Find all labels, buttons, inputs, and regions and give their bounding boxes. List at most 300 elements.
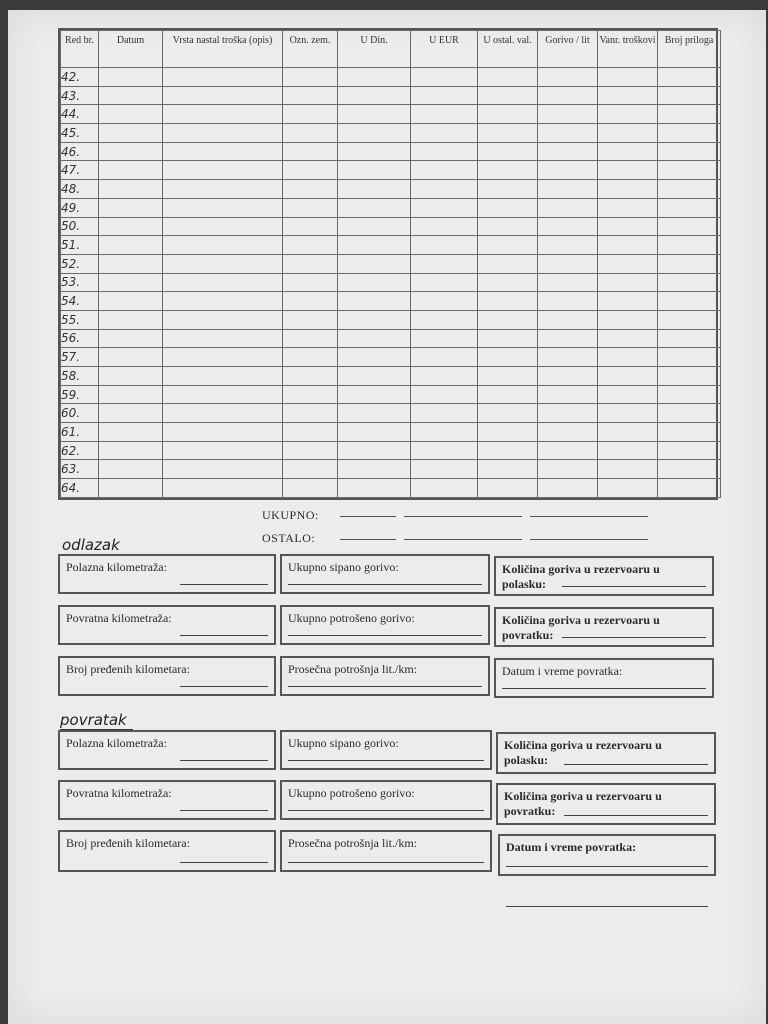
odlazak-prosecna-potrosnja-line bbox=[288, 686, 482, 687]
ledger-cell[interactable] bbox=[538, 142, 598, 161]
ledger-cell[interactable] bbox=[478, 105, 538, 124]
ledger-cell[interactable] bbox=[538, 310, 598, 329]
ledger-cell[interactable] bbox=[658, 124, 721, 143]
ledger-cell[interactable] bbox=[338, 348, 411, 367]
ledger-cell[interactable] bbox=[163, 68, 283, 87]
ledger-cell[interactable] bbox=[598, 198, 658, 217]
ledger-cell[interactable] bbox=[163, 348, 283, 367]
ledger-cell[interactable] bbox=[478, 329, 538, 348]
ledger-cell[interactable] bbox=[538, 86, 598, 105]
ledger-cell[interactable] bbox=[538, 236, 598, 255]
ledger-row bbox=[61, 329, 721, 348]
ledger-cell[interactable] bbox=[538, 423, 598, 442]
ledger-cell[interactable] bbox=[411, 423, 478, 442]
ledger-cell[interactable] bbox=[478, 86, 538, 105]
ledger-cell[interactable] bbox=[99, 404, 163, 423]
ledger-cell[interactable] bbox=[163, 404, 283, 423]
ledger-cell[interactable] bbox=[478, 254, 538, 273]
ledger-cell[interactable] bbox=[338, 254, 411, 273]
ledger-cell[interactable] bbox=[283, 86, 338, 105]
ledger-cell[interactable] bbox=[598, 254, 658, 273]
ledger-cell[interactable] bbox=[478, 217, 538, 236]
ledger-cell[interactable] bbox=[283, 292, 338, 311]
ledger-cell[interactable] bbox=[283, 254, 338, 273]
ledger-row bbox=[61, 479, 721, 498]
ledger-cell[interactable] bbox=[478, 236, 538, 255]
ledger-cell[interactable] bbox=[99, 310, 163, 329]
row-number: 59. bbox=[61, 385, 99, 404]
ledger-cell[interactable] bbox=[411, 385, 478, 404]
ledger-cell[interactable] bbox=[283, 217, 338, 236]
col-header-vanr-troskovi: Vanr. troškovi bbox=[598, 31, 658, 68]
povratak-prosecna-potrosnja-label: Prosečna potrošnja lit./km: bbox=[288, 836, 417, 850]
ledger-cell[interactable] bbox=[338, 329, 411, 348]
ledger-row bbox=[61, 292, 721, 311]
odlazak-broj-km-field[interactable] bbox=[58, 656, 276, 696]
row-number: 45. bbox=[61, 124, 99, 143]
ledger-cell[interactable] bbox=[478, 161, 538, 180]
ledger-row bbox=[61, 105, 721, 124]
ledger-cell[interactable] bbox=[538, 479, 598, 498]
ledger-cell[interactable] bbox=[598, 479, 658, 498]
ledger-cell[interactable] bbox=[283, 441, 338, 460]
ledger-cell[interactable] bbox=[338, 273, 411, 292]
row-number: 63. bbox=[61, 460, 99, 479]
ledger-cell[interactable] bbox=[99, 423, 163, 442]
ledger-cell[interactable] bbox=[338, 161, 411, 180]
odlazak-povratna-km-line bbox=[180, 635, 268, 636]
ledger-cell[interactable] bbox=[283, 404, 338, 423]
ledger-cell[interactable] bbox=[338, 441, 411, 460]
ledger-cell[interactable] bbox=[99, 236, 163, 255]
odlazak-povratna-km-label: Povratna kilometraža: bbox=[66, 611, 172, 625]
ledger-cell[interactable] bbox=[163, 217, 283, 236]
ledger-cell[interactable] bbox=[338, 310, 411, 329]
povratak-povratna-km-field[interactable] bbox=[58, 780, 276, 820]
ledger-cell[interactable] bbox=[338, 236, 411, 255]
ledger-cell[interactable] bbox=[99, 198, 163, 217]
ledger-cell[interactable] bbox=[538, 273, 598, 292]
ledger-cell[interactable] bbox=[598, 142, 658, 161]
odlazak-polazna-km-field[interactable] bbox=[58, 554, 276, 594]
ledger-cell[interactable] bbox=[99, 217, 163, 236]
col-header-vrsta-troska: Vrsta nastal troška (opis) bbox=[163, 31, 283, 68]
odlazak-kolicina-polasku-label: Količina goriva u rezervoaru u polasku: bbox=[502, 562, 660, 591]
ledger-row bbox=[61, 367, 721, 386]
ledger-cell[interactable] bbox=[163, 423, 283, 442]
odlazak-ukupno-potroseno-line bbox=[288, 635, 482, 636]
ledger-cell[interactable] bbox=[163, 273, 283, 292]
povratak-datum-vreme-label: Datum i vreme povratka: bbox=[506, 840, 637, 854]
ledger-cell[interactable] bbox=[478, 273, 538, 292]
ledger-cell[interactable] bbox=[538, 460, 598, 479]
ledger-cell[interactable] bbox=[99, 329, 163, 348]
ledger-cell[interactable] bbox=[598, 348, 658, 367]
ledger-cell[interactable] bbox=[658, 236, 721, 255]
ledger-cell[interactable] bbox=[411, 367, 478, 386]
row-number: 64. bbox=[61, 479, 99, 498]
ledger-cell[interactable] bbox=[283, 180, 338, 199]
odlazak-ukupno-potroseno-field[interactable] bbox=[280, 605, 490, 645]
ledger-cell[interactable] bbox=[658, 479, 721, 498]
ledger-cell[interactable] bbox=[478, 124, 538, 143]
ledger-cell[interactable] bbox=[283, 329, 338, 348]
ledger-cell[interactable] bbox=[411, 479, 478, 498]
ledger-cell[interactable] bbox=[478, 142, 538, 161]
ledger-cell[interactable] bbox=[163, 161, 283, 180]
odlazak-ukupno-sipano-line bbox=[288, 584, 482, 585]
ostalo-line-3 bbox=[530, 539, 648, 540]
ledger-cell[interactable] bbox=[99, 460, 163, 479]
ledger-cell[interactable] bbox=[598, 367, 658, 386]
row-number: 48. bbox=[61, 180, 99, 199]
ledger-cell[interactable] bbox=[338, 423, 411, 442]
ledger-cell[interactable] bbox=[538, 404, 598, 423]
totals-ukupno-row bbox=[262, 508, 656, 523]
ledger-cell[interactable] bbox=[598, 404, 658, 423]
ledger-cell[interactable] bbox=[283, 348, 338, 367]
ledger-row bbox=[61, 86, 721, 105]
odlazak-datum-vreme-field[interactable] bbox=[494, 658, 714, 698]
ledger-cell[interactable] bbox=[283, 273, 338, 292]
section-label-odlazak bbox=[62, 536, 120, 554]
ledger-cell[interactable] bbox=[598, 385, 658, 404]
ledger-cell[interactable] bbox=[478, 292, 538, 311]
ledger-cell[interactable] bbox=[538, 217, 598, 236]
ledger-cell[interactable] bbox=[163, 310, 283, 329]
povratak-datum-vreme-line bbox=[506, 866, 708, 867]
ledger-cell[interactable] bbox=[538, 348, 598, 367]
ledger-cell[interactable] bbox=[163, 441, 283, 460]
ledger-cell[interactable] bbox=[658, 367, 721, 386]
ledger-cell[interactable] bbox=[163, 292, 283, 311]
ledger-row bbox=[61, 124, 721, 143]
ledger-cell[interactable] bbox=[338, 105, 411, 124]
ledger-cell[interactable] bbox=[411, 217, 478, 236]
ledger-cell[interactable] bbox=[338, 292, 411, 311]
ledger-cell[interactable] bbox=[163, 460, 283, 479]
ledger-row bbox=[61, 385, 721, 404]
povratak-polazna-km-field[interactable] bbox=[58, 730, 276, 770]
ledger-cell[interactable] bbox=[598, 236, 658, 255]
ledger-cell[interactable] bbox=[163, 180, 283, 199]
ledger-cell[interactable] bbox=[658, 68, 721, 87]
ledger-cell[interactable] bbox=[658, 86, 721, 105]
ledger-cell[interactable] bbox=[411, 404, 478, 423]
ledger-cell[interactable] bbox=[478, 385, 538, 404]
ledger-cell[interactable] bbox=[598, 161, 658, 180]
row-number: 56. bbox=[61, 329, 99, 348]
odlazak-kolicina-polasku-field[interactable] bbox=[494, 556, 714, 596]
ledger-cell[interactable] bbox=[163, 236, 283, 255]
ledger-cell[interactable] bbox=[411, 180, 478, 199]
ledger-cell[interactable] bbox=[598, 460, 658, 479]
col-header-gorivo: Gorivo / lit bbox=[538, 31, 598, 68]
ostalo-label: OSTALO: bbox=[262, 531, 316, 545]
signature-line[interactable] bbox=[506, 906, 708, 907]
ledger-cell[interactable] bbox=[658, 460, 721, 479]
ledger-cell[interactable] bbox=[99, 273, 163, 292]
ledger-cell[interactable] bbox=[411, 292, 478, 311]
povratak-kolicina-polasku-line bbox=[564, 764, 708, 765]
ledger-cell[interactable] bbox=[658, 217, 721, 236]
ledger-cell[interactable] bbox=[99, 86, 163, 105]
ledger-cell[interactable] bbox=[598, 217, 658, 236]
ledger-cell[interactable] bbox=[163, 385, 283, 404]
ledger-cell[interactable] bbox=[99, 441, 163, 460]
odlazak-broj-km-line bbox=[180, 686, 268, 687]
ledger-cell[interactable] bbox=[99, 385, 163, 404]
povratak-polazna-km-line bbox=[180, 760, 268, 761]
ledger-cell[interactable] bbox=[338, 217, 411, 236]
povratak-kolicina-povratku-field[interactable] bbox=[496, 783, 716, 825]
ledger-row bbox=[61, 423, 721, 442]
ledger-cell[interactable] bbox=[338, 460, 411, 479]
ledger-row bbox=[61, 198, 721, 217]
ledger-cell[interactable] bbox=[478, 348, 538, 367]
ledger-cell[interactable] bbox=[478, 198, 538, 217]
ledger-row bbox=[61, 217, 721, 236]
ledger-cell[interactable] bbox=[163, 367, 283, 386]
ledger-cell[interactable] bbox=[598, 423, 658, 442]
odlazak-ukupno-sipano-label: Ukupno sipano gorivo: bbox=[288, 560, 399, 574]
odlazak-ukupno-potroseno-label: Ukupno potrošeno gorivo: bbox=[288, 611, 415, 625]
ledger-cell[interactable] bbox=[283, 310, 338, 329]
povratak-ukupno-potroseno-line bbox=[288, 810, 484, 811]
ledger-cell[interactable] bbox=[598, 124, 658, 143]
ledger-cell[interactable] bbox=[478, 68, 538, 87]
ledger-cell[interactable] bbox=[283, 105, 338, 124]
povratak-ukupno-sipano-label: Ukupno sipano gorivo: bbox=[288, 736, 399, 750]
ledger-cell[interactable] bbox=[411, 348, 478, 367]
row-number: 60. bbox=[61, 404, 99, 423]
odlazak-kolicina-povratku-field[interactable] bbox=[494, 607, 714, 647]
ledger-cell[interactable] bbox=[538, 180, 598, 199]
ledger-cell[interactable] bbox=[338, 68, 411, 87]
col-header-red-br: Red br. bbox=[61, 31, 99, 68]
ledger-cell[interactable] bbox=[658, 273, 721, 292]
ledger-row bbox=[61, 441, 721, 460]
povratak-broj-km-label: Broj pređenih kilometara: bbox=[66, 836, 190, 850]
ledger-cell[interactable] bbox=[538, 441, 598, 460]
ledger-cell[interactable] bbox=[598, 441, 658, 460]
ledger-cell[interactable] bbox=[478, 479, 538, 498]
ledger-cell[interactable] bbox=[338, 86, 411, 105]
expense-ledger-table bbox=[58, 28, 718, 500]
row-number: 42. bbox=[61, 68, 99, 87]
odlazak-polazna-km-label: Polazna kilometraža: bbox=[66, 560, 167, 574]
col-header-u-ostal-val: U ostal. val. bbox=[478, 31, 538, 68]
ledger-cell[interactable] bbox=[338, 479, 411, 498]
ledger-cell[interactable] bbox=[658, 105, 721, 124]
ledger-cell[interactable] bbox=[163, 86, 283, 105]
ledger-cell[interactable] bbox=[598, 273, 658, 292]
ledger-cell[interactable] bbox=[283, 236, 338, 255]
ledger-cell[interactable] bbox=[283, 68, 338, 87]
odlazak-kolicina-povratku-line bbox=[562, 637, 706, 638]
ledger-cell[interactable] bbox=[338, 180, 411, 199]
odlazak-ukupno-sipano-field[interactable] bbox=[280, 554, 490, 594]
odlazak-kolicina-polasku-line bbox=[562, 586, 706, 587]
ledger-cell[interactable] bbox=[411, 441, 478, 460]
ledger-cell[interactable] bbox=[658, 310, 721, 329]
ledger-cell[interactable] bbox=[99, 479, 163, 498]
row-number: 53. bbox=[61, 273, 99, 292]
odlazak-prosecna-potrosnja-label: Prosečna potrošnja lit./km: bbox=[288, 662, 417, 676]
ledger-cell[interactable] bbox=[658, 254, 721, 273]
ledger-cell[interactable] bbox=[283, 198, 338, 217]
ukupno-label: UKUPNO: bbox=[262, 508, 319, 522]
ledger-cell[interactable] bbox=[658, 180, 721, 199]
ledger-cell[interactable] bbox=[99, 367, 163, 386]
ledger-cell[interactable] bbox=[598, 68, 658, 87]
ledger-cell[interactable] bbox=[283, 124, 338, 143]
ledger-cell[interactable] bbox=[163, 329, 283, 348]
ledger-cell[interactable] bbox=[99, 180, 163, 199]
ledger-cell[interactable] bbox=[411, 68, 478, 87]
ledger-cell[interactable] bbox=[478, 310, 538, 329]
povratak-datum-vreme-field[interactable] bbox=[498, 834, 716, 876]
ledger-cell[interactable] bbox=[598, 329, 658, 348]
ledger-cell[interactable] bbox=[411, 236, 478, 255]
ledger-cell[interactable] bbox=[658, 385, 721, 404]
ledger-cell[interactable] bbox=[658, 441, 721, 460]
ledger-cell[interactable] bbox=[598, 292, 658, 311]
ledger-cell[interactable] bbox=[283, 367, 338, 386]
ledger-cell[interactable] bbox=[411, 310, 478, 329]
ledger-row bbox=[61, 161, 721, 180]
col-header-datum: Datum bbox=[99, 31, 163, 68]
ledger-cell[interactable] bbox=[283, 423, 338, 442]
ledger-cell[interactable] bbox=[99, 142, 163, 161]
ledger-cell[interactable] bbox=[478, 404, 538, 423]
ledger-cell[interactable] bbox=[338, 124, 411, 143]
ledger-cell[interactable] bbox=[478, 423, 538, 442]
ledger-cell[interactable] bbox=[658, 348, 721, 367]
ledger-cell[interactable] bbox=[538, 329, 598, 348]
ledger-cell[interactable] bbox=[283, 460, 338, 479]
ledger-cell[interactable] bbox=[99, 105, 163, 124]
ledger-cell[interactable] bbox=[163, 105, 283, 124]
ledger-cell[interactable] bbox=[411, 124, 478, 143]
ledger-cell[interactable] bbox=[99, 292, 163, 311]
ledger-cell[interactable] bbox=[283, 385, 338, 404]
ledger-cell[interactable] bbox=[658, 292, 721, 311]
odlazak-prosecna-potrosnja-field[interactable] bbox=[280, 656, 490, 696]
ledger-cell[interactable] bbox=[163, 479, 283, 498]
row-number: 51. bbox=[61, 236, 99, 255]
ledger-cell[interactable] bbox=[283, 479, 338, 498]
ledger-cell[interactable] bbox=[411, 460, 478, 479]
ledger-cell[interactable] bbox=[338, 385, 411, 404]
col-header-u-din: U Din. bbox=[338, 31, 411, 68]
ledger-row bbox=[61, 68, 721, 87]
ledger-cell[interactable] bbox=[411, 161, 478, 180]
odlazak-polazna-km-line bbox=[180, 584, 268, 585]
ukupno-line-2 bbox=[404, 516, 522, 517]
row-number: 55. bbox=[61, 310, 99, 329]
ledger-cell[interactable] bbox=[538, 198, 598, 217]
row-number: 57. bbox=[61, 348, 99, 367]
ledger-cell[interactable] bbox=[658, 161, 721, 180]
ledger-cell[interactable] bbox=[598, 86, 658, 105]
ledger-cell[interactable] bbox=[658, 142, 721, 161]
ledger-cell[interactable] bbox=[598, 105, 658, 124]
ledger-cell[interactable] bbox=[598, 180, 658, 199]
povratak-ukupno-sipano-field[interactable] bbox=[280, 730, 492, 770]
ledger-cell[interactable] bbox=[658, 423, 721, 442]
totals-ostalo-row bbox=[262, 531, 656, 546]
ledger-row bbox=[61, 254, 721, 273]
ledger-cell[interactable] bbox=[99, 348, 163, 367]
ledger-cell[interactable] bbox=[163, 124, 283, 143]
ledger-cell[interactable] bbox=[478, 460, 538, 479]
row-number: 44. bbox=[61, 105, 99, 124]
ledger-cell[interactable] bbox=[283, 161, 338, 180]
ledger-row bbox=[61, 404, 721, 423]
ledger-cell[interactable] bbox=[411, 329, 478, 348]
odlazak-kolicina-povratku-label: Količina goriva u rezervoaru u povratku: bbox=[502, 613, 660, 642]
ledger-cell[interactable] bbox=[658, 404, 721, 423]
ledger-cell[interactable] bbox=[99, 161, 163, 180]
odlazak-povratna-km-field[interactable] bbox=[58, 605, 276, 645]
ledger-cell[interactable] bbox=[411, 142, 478, 161]
odlazak-text: odlazak bbox=[62, 536, 120, 554]
ledger-cell[interactable] bbox=[411, 273, 478, 292]
ledger-cell[interactable] bbox=[411, 105, 478, 124]
ledger-cell[interactable] bbox=[478, 441, 538, 460]
povratak-ukupno-sipano-line bbox=[288, 760, 484, 761]
ledger-cell[interactable] bbox=[411, 86, 478, 105]
ledger-cell[interactable] bbox=[99, 68, 163, 87]
ledger-cell[interactable] bbox=[538, 105, 598, 124]
ledger-cell[interactable] bbox=[338, 198, 411, 217]
ledger-cell[interactable] bbox=[538, 68, 598, 87]
ledger-row bbox=[61, 236, 721, 255]
ledger-cell[interactable] bbox=[478, 180, 538, 199]
ledger-cell[interactable] bbox=[163, 254, 283, 273]
ledger-cell[interactable] bbox=[99, 254, 163, 273]
ledger-cell[interactable] bbox=[658, 198, 721, 217]
ledger-cell[interactable] bbox=[338, 404, 411, 423]
ledger-cell[interactable] bbox=[598, 310, 658, 329]
ledger-cell[interactable] bbox=[163, 198, 283, 217]
ledger-cell[interactable] bbox=[163, 142, 283, 161]
povratak-ukupno-potroseno-field[interactable] bbox=[280, 780, 492, 820]
ledger-cell[interactable] bbox=[538, 367, 598, 386]
ledger-cell[interactable] bbox=[411, 198, 478, 217]
povratak-prosecna-potrosnja-field[interactable] bbox=[280, 830, 492, 872]
ledger-cell[interactable] bbox=[99, 124, 163, 143]
povratak-broj-km-line bbox=[180, 862, 268, 863]
ledger-cell[interactable] bbox=[338, 142, 411, 161]
povratak-kolicina-polasku-field[interactable] bbox=[496, 732, 716, 774]
ledger-cell[interactable] bbox=[658, 329, 721, 348]
ledger-cell[interactable] bbox=[338, 367, 411, 386]
povratak-broj-km-field[interactable] bbox=[58, 830, 276, 872]
ledger-cell[interactable] bbox=[538, 254, 598, 273]
ledger-cell[interactable] bbox=[283, 142, 338, 161]
odlazak-broj-km-label: Broj pređenih kilometara: bbox=[66, 662, 190, 676]
ledger-cell[interactable] bbox=[538, 161, 598, 180]
ledger-cell[interactable] bbox=[538, 124, 598, 143]
ledger-cell[interactable] bbox=[478, 367, 538, 386]
ledger-cell[interactable] bbox=[538, 385, 598, 404]
ledger-cell[interactable] bbox=[411, 254, 478, 273]
ledger-row bbox=[61, 142, 721, 161]
ledger-cell[interactable] bbox=[538, 292, 598, 311]
povratak-polazna-km-label: Polazna kilometraža: bbox=[66, 736, 167, 750]
